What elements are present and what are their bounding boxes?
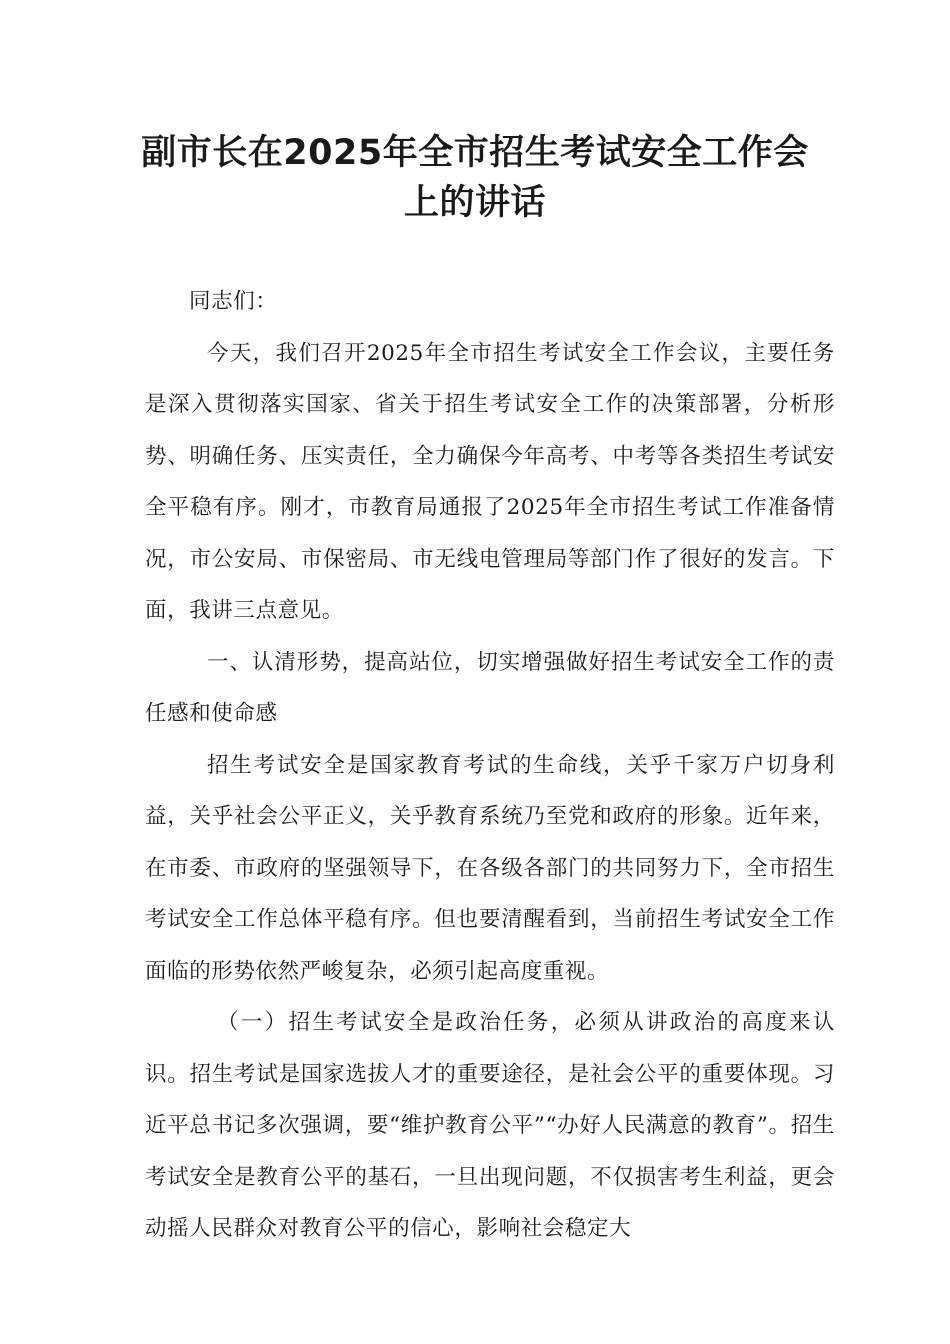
document-body [145,276,835,1255]
title-line-2: 上的讲话 [403,183,546,223]
paragraph-section-1: 招生考试安全是国家教育考试的生命线，关乎千家万户切身利益，关乎社会公平正义，关乎教育系统乃至党和政府的形象。近年来，在市委、市政府的坚强领导下，在各级各部门的共同努力下，全市招生考试安全工作总体平稳有序。但也要清醒看到，当前招生考试安全工作面临的形势依然严峻复杂，必须引起高度重视。 [145,752,835,984]
salutation: 同志们： [189,289,278,314]
paragraph-subsection-1: （一）招生考试安全是政治任务，必须从讲政治的高度来认识。招生考试是国家选拔人才的重要途径，是社会公平的重要体现。习近平总书记多次强调，要“维护教育公平”“办好人民满意的教育”。招生考试安全是教育公平的基石，一旦出现问题，不仅损害考生利益，更会动摇人民群众对教育公平的信心，影响社会稳定大 [145,1010,835,1241]
section-heading-1: 一、认清形势，提高站位，切实增强做好招生考试安全工作的责任感和使命感 [145,649,835,726]
document-title [120,128,830,228]
paragraph-intro: 今天，我们召开2025年全市招生考试安全工作会议，主要任务是深入贯彻落实国家、省关于招生考试安全工作的决策部署，分析形势、明确任务、压实责任，全力确保今年高考、中考等各类招生考试安全平稳有序。刚才，市教育局通报了2025年全市招生考试工作准备情况，市公安局、市保密局、市无线电管理局等部门作了很好的发言。下面，我讲三点意见。 [145,340,835,623]
title-line-1: 副市长在2025年全市招生考试安全工作会 [141,133,809,173]
